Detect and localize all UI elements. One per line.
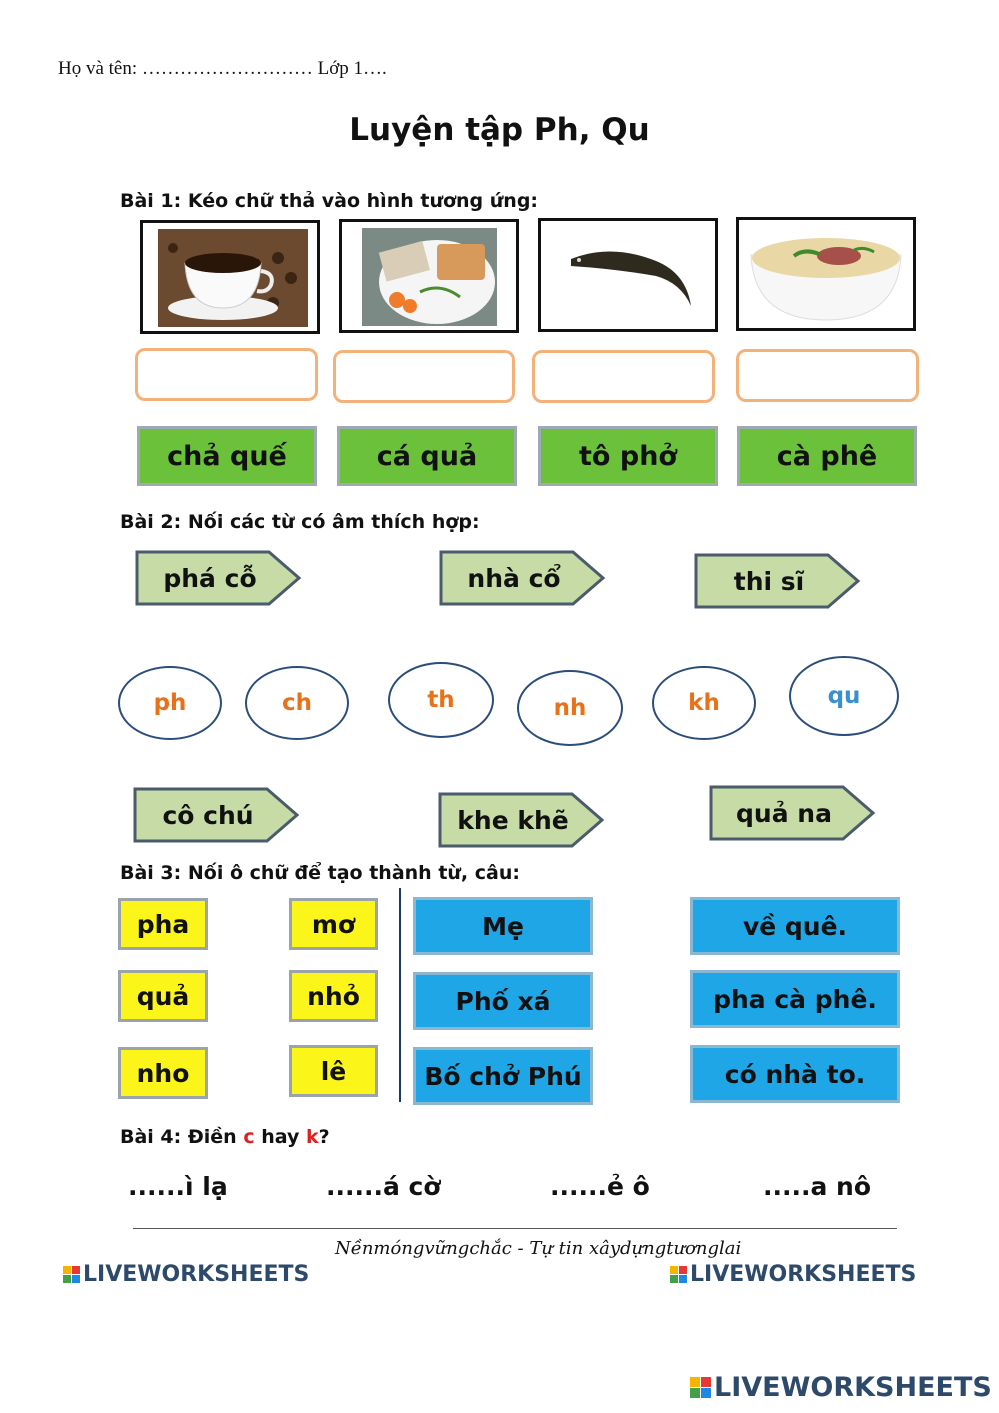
liveworksheets-logo-right <box>670 1262 916 1287</box>
bai1-heading: Bài 1: Kéo chữ thả vào hình tương ứng: <box>120 190 539 212</box>
word-arrow-pha-co[interactable] <box>135 550 303 606</box>
footer-motto: Nềnmóngvữngchắc - Tự tin xâydựngtươnglai <box>335 1238 742 1259</box>
syllable-mo[interactable]: mơ <box>289 898 378 950</box>
liveworksheets-icon <box>690 1377 711 1398</box>
bai4-letter-c: c <box>243 1126 255 1148</box>
drop-box-3[interactable] <box>532 350 715 403</box>
drop-box-4[interactable] <box>736 349 919 402</box>
word-arrow-nha-co[interactable] <box>439 550 607 606</box>
word-arrow-thi-si[interactable] <box>694 553 862 609</box>
subject-pho-xa[interactable]: Phố xá <box>413 972 593 1030</box>
liveworksheets-icon <box>670 1266 687 1283</box>
name-class-line: Họ và tên: ……………………… Lớp 1…. <box>58 58 387 79</box>
word-tile-3[interactable]: tô phở <box>538 426 718 486</box>
liveworksheets-brand: LIVEWORKSHEETS <box>690 1262 917 1287</box>
word-tile-4[interactable]: cà phê <box>737 426 917 486</box>
bai2-heading: Bài 2: Nối các từ có âm thích hợp: <box>120 511 480 533</box>
sound-oval-kh[interactable]: kh <box>652 666 756 740</box>
fill-blank-3[interactable]: ......ẻ ô <box>550 1172 650 1201</box>
sound-oval-nh[interactable]: nh <box>517 670 623 746</box>
sound-oval-ch[interactable]: ch <box>245 666 349 740</box>
subject-bo-cho-phu[interactable]: Bố chở Phú <box>413 1047 593 1105</box>
liveworksheets-brand: LIVEWORKSHEETS <box>714 1372 992 1403</box>
bai4-heading-mid: hay <box>254 1126 306 1148</box>
word-arrow-label: thi sĩ <box>733 566 805 596</box>
liveworksheets-logo-bottom[interactable] <box>690 1372 992 1403</box>
word-tile-1[interactable]: chả quế <box>137 426 317 486</box>
predicate-pha-ca-phe[interactable]: pha cà phê. <box>690 970 900 1028</box>
word-arrow-label: cô chú <box>162 800 254 830</box>
subject-me[interactable]: Mẹ <box>413 897 593 955</box>
fill-blank-1[interactable]: ......ì lạ <box>128 1172 228 1201</box>
footer-divider <box>133 1228 897 1229</box>
syllable-nho[interactable]: nho <box>118 1047 208 1099</box>
drop-box-1[interactable] <box>135 348 318 401</box>
sound-oval-qu[interactable]: qu <box>789 656 899 736</box>
sausage-plate-image <box>339 219 519 333</box>
word-arrow-co-chu[interactable] <box>133 787 301 843</box>
syllable-qua[interactable]: quả <box>118 970 208 1022</box>
word-arrow-label: phá cỗ <box>163 563 257 593</box>
drop-box-2[interactable] <box>333 350 515 403</box>
word-arrow-label: khe khẽ <box>457 805 569 835</box>
predicate-co-nha-to[interactable]: có nhà to. <box>690 1045 900 1103</box>
column-divider <box>399 888 401 1102</box>
sound-oval-ph[interactable]: ph <box>118 666 222 740</box>
predicate-ve-que[interactable]: về quê. <box>690 897 900 955</box>
word-tile-2[interactable]: cá quả <box>337 426 517 486</box>
bai4-letter-k: k <box>305 1126 319 1148</box>
sound-oval-th[interactable]: th <box>388 662 494 738</box>
word-arrow-qua-na[interactable] <box>709 785 877 841</box>
fill-blank-2[interactable]: ......á cờ <box>326 1172 441 1201</box>
pho-bowl-image <box>736 217 916 331</box>
syllable-pha[interactable]: pha <box>118 898 208 950</box>
bai3-heading: Bài 3: Nối ô chữ để tạo thành từ, câu: <box>120 862 520 884</box>
word-arrow-label: nhà cổ <box>467 563 561 593</box>
liveworksheets-logo-left <box>63 1262 309 1287</box>
bai4-heading-pre: Bài 4: Điền <box>120 1126 244 1148</box>
snakehead-fish-image <box>538 218 718 332</box>
bai4-heading <box>120 1126 330 1148</box>
word-arrow-label: quả na <box>736 798 832 828</box>
coffee-cup-image <box>140 220 320 334</box>
liveworksheets-brand: LIVEWORKSHEETS <box>83 1262 310 1287</box>
fill-blank-4[interactable]: .....a nô <box>763 1172 872 1201</box>
liveworksheets-icon <box>63 1266 80 1283</box>
bai4-heading-post: ? <box>318 1126 330 1148</box>
syllable-le[interactable]: lê <box>289 1045 378 1097</box>
syllable-nho-small[interactable]: nhỏ <box>289 970 378 1022</box>
word-arrow-khe-khe[interactable] <box>438 792 606 848</box>
page-title: Luyện tập Ph, Qu <box>349 112 650 148</box>
